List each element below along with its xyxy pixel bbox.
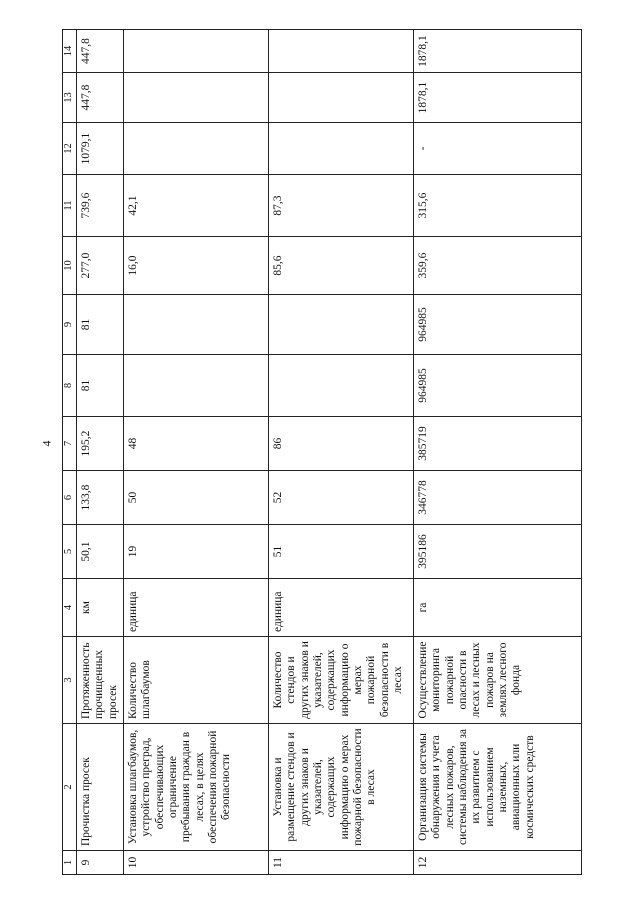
column-number: 13: [63, 73, 77, 123]
value-cell: 50: [123, 471, 268, 525]
value-cell: [268, 295, 413, 355]
value-cell: 739,6: [77, 175, 124, 237]
row-number: 9: [77, 851, 124, 875]
row-number: 12: [413, 851, 581, 875]
value-cell: [268, 123, 413, 175]
row-number: 11: [268, 851, 413, 875]
value-cell: [268, 355, 413, 417]
column-number: 5: [63, 525, 77, 579]
column-number: 4: [63, 579, 77, 637]
value-cell: 964985: [413, 355, 581, 417]
value-cell: [123, 73, 268, 123]
column-number: 14: [63, 30, 77, 73]
value-cell: 447,8: [77, 30, 124, 73]
rotated-table-frame: [62, 30, 580, 875]
column-number-row: [63, 30, 77, 875]
indicator-name: Количество стендов и других знаков и указателей, содержащих информацию о мерах пожарной безопасности в лесах: [268, 637, 413, 724]
activity-name: Организация системы обнаружения и учета лесных пожаров, системы наблюдения за их развитием с использованием наземных, авиационных или космических средств: [413, 724, 581, 851]
row-number: 10: [123, 851, 268, 875]
value-cell: 385719: [413, 417, 581, 471]
value-cell: 87,3: [268, 175, 413, 237]
value-cell: [123, 30, 268, 73]
column-number: 6: [63, 471, 77, 525]
table-row: [77, 30, 124, 875]
value-cell: 346778: [413, 471, 581, 525]
column-number: 1: [63, 851, 77, 875]
value-cell: 277,0: [77, 237, 124, 295]
indicator-name: Осуществление мониторинга пожарной опасности в лесах и лесных пожаров на землях лесного фонда: [413, 637, 581, 724]
page-number: 4: [39, 440, 54, 447]
value-cell: [123, 295, 268, 355]
indicator-name: Протяженность прочищенных просек: [77, 637, 124, 724]
table-container: [62, 30, 580, 875]
column-number: 3: [63, 637, 77, 724]
value-cell: 16,0: [123, 237, 268, 295]
column-number: 8: [63, 355, 77, 417]
unit-cell: единица: [268, 579, 413, 637]
value-cell: 395186: [413, 525, 581, 579]
table-row: [413, 30, 581, 875]
column-number: 7: [63, 417, 77, 471]
value-cell: [268, 73, 413, 123]
column-number: 2: [63, 724, 77, 851]
column-number: 9: [63, 295, 77, 355]
value-cell: 19: [123, 525, 268, 579]
value-cell: [123, 355, 268, 417]
value-cell: 81: [77, 355, 124, 417]
column-number: 12: [63, 123, 77, 175]
value-cell: -: [413, 123, 581, 175]
value-cell: 1878,1: [413, 73, 581, 123]
value-cell: [123, 123, 268, 175]
value-cell: 85,6: [268, 237, 413, 295]
value-cell: 447,8: [77, 73, 124, 123]
table-row: [123, 30, 268, 875]
column-number: 11: [63, 175, 77, 237]
value-cell: 52: [268, 471, 413, 525]
value-cell: 133,8: [77, 471, 124, 525]
value-cell: 195,2: [77, 417, 124, 471]
value-cell: 315,6: [413, 175, 581, 237]
value-cell: 51: [268, 525, 413, 579]
value-cell: 48: [123, 417, 268, 471]
column-number: 10: [63, 237, 77, 295]
value-cell: 1878,1: [413, 30, 581, 73]
activity-name: Прочистка просек: [77, 724, 124, 851]
value-cell: 86: [268, 417, 413, 471]
indicator-name: Количество шлагбаумов: [123, 637, 268, 724]
activity-name: Установка и размещение стендов и других знаков и указателей, содержащих информацию о мерах пожарной безопасности в лесах: [268, 724, 413, 851]
value-cell: 1079,1: [77, 123, 124, 175]
unit-cell: км: [77, 579, 124, 637]
value-cell: 359,6: [413, 237, 581, 295]
value-cell: 50,1: [77, 525, 124, 579]
activity-name: Установка шлагбаумов, устройство преград, обеспечивающих ограничение пребывания граждан в лесах, в целях обеспечения пожарной безопасности: [123, 724, 268, 851]
fire-safety-table: [62, 29, 582, 875]
unit-cell: га: [413, 579, 581, 637]
value-cell: 42,1: [123, 175, 268, 237]
value-cell: 81: [77, 295, 124, 355]
value-cell: [268, 30, 413, 73]
table-row: [268, 30, 413, 875]
unit-cell: единица: [123, 579, 268, 637]
value-cell: 964985: [413, 295, 581, 355]
